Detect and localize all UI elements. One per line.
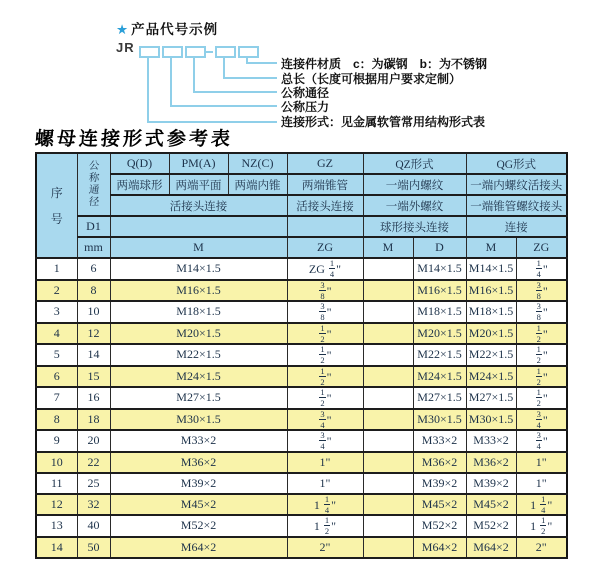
cell-m: M33×2: [110, 430, 287, 452]
header-seq: 序 号: [36, 153, 77, 258]
fraction: $\frac{3}{8}$: [536, 279, 541, 301]
cell-dn: 10: [77, 301, 110, 323]
product-code-prefix: JR: [116, 40, 135, 55]
table-title: 螺母连接形式参考表: [34, 128, 234, 150]
cell-dn: 22: [77, 452, 110, 473]
table-row: [36, 323, 567, 345]
header-desc-gz: 两端锥管: [287, 174, 363, 195]
code-label-material: 连接件材质 c：为碳钢 b：为不锈钢: [281, 57, 488, 71]
cell-seq: 3: [36, 301, 77, 323]
code-box-nominal-pressure: [162, 46, 183, 58]
table-row: [36, 409, 567, 431]
cell-gz-zg: 2": [287, 537, 363, 558]
cell-qg-m: M16×1.5: [466, 280, 516, 302]
cell-m: M39×2: [110, 473, 287, 494]
leader-line: [147, 56, 149, 123]
cell-qg-zg: $\frac{3}{8}$ ": [516, 301, 567, 323]
table-row: [36, 494, 567, 516]
fraction: $\frac{1}{2}$: [324, 515, 330, 536]
cell-gz-zg: $\frac{1}{2}$ ": [287, 323, 363, 345]
cell-qg-m: M30×1.5: [466, 409, 516, 431]
cell-qz-m: [363, 366, 413, 388]
cell-qg-zg: 1": [516, 473, 567, 494]
code-box-connection-form: [139, 46, 160, 58]
leader-line: [147, 121, 277, 123]
cell-qz-d: M39×2: [413, 473, 466, 494]
leader-line: [170, 56, 172, 107]
cell-dn: 6: [77, 258, 110, 280]
header-group-gz: GZ: [287, 153, 363, 174]
fraction: $\frac{1}{2}$: [536, 365, 541, 387]
cell-qz-d: M24×1.5: [413, 366, 466, 388]
header-union-connection: 活接头连接: [110, 195, 287, 216]
cell-qz-d: M52×2: [413, 515, 466, 537]
cell-qz-m: [363, 430, 413, 452]
star-icon: ★: [116, 22, 130, 37]
cell-qz-m: [363, 280, 413, 302]
header-desc-pma: 两端平面: [169, 174, 228, 195]
header-qz-connection: 球形接头连接: [363, 216, 466, 237]
cell-seq: 13: [36, 515, 77, 537]
cell-qz-d: M18×1.5: [413, 301, 466, 323]
cell-m: M18×1.5: [110, 301, 287, 323]
fraction: $\frac{3}{8}$: [320, 279, 325, 301]
cell-m: M45×2: [110, 494, 287, 516]
cell-qg-zg: $\frac{1}{2}$ ": [516, 366, 567, 388]
fraction: $\frac{1}{2}$: [320, 344, 325, 365]
cell-qg-m: M64×2: [466, 537, 516, 558]
header-qz-m: M: [363, 237, 413, 258]
cell-qg-m: M20×1.5: [466, 323, 516, 345]
cell-qz-m: [363, 473, 413, 494]
cell-dn: 20: [77, 430, 110, 452]
cell-seq: 5: [36, 344, 77, 366]
fraction: $\frac{1}{4}$: [536, 258, 541, 279]
leader-line: [246, 62, 277, 64]
table-row: [36, 344, 567, 366]
cell-qg-zg: $\frac{3}{8}$ ": [516, 280, 567, 302]
cell-m: M20×1.5: [110, 323, 287, 345]
cell-qg-m: M36×2: [466, 452, 516, 473]
cell-qg-zg: $\frac{1}{2}$ ": [516, 323, 567, 345]
cell-qg-zg: 2": [516, 537, 567, 558]
cell-dn: 18: [77, 409, 110, 431]
cell-dn: 8: [77, 280, 110, 302]
cell-dn: 15: [77, 366, 110, 388]
cell-dn: 40: [77, 515, 110, 537]
cell-m: M30×1.5: [110, 409, 287, 431]
header-desc-qz: 一端内螺纹: [363, 174, 466, 195]
cell-m: M52×2: [110, 515, 287, 537]
cell-gz-zg: 1": [287, 473, 363, 494]
cell-qg-m: M33×2: [466, 430, 516, 452]
cell-qg-m: M27×1.5: [466, 387, 516, 409]
cell-qg-m: M22×1.5: [466, 344, 516, 366]
header-qg-zg: ZG: [516, 237, 567, 258]
table-row: [36, 473, 567, 494]
cell-m: M64×2: [110, 537, 287, 558]
cell-dn: 32: [77, 494, 110, 516]
code-dash: [205, 51, 213, 53]
cell-qg-m: M18×1.5: [466, 301, 516, 323]
fraction: $\frac{1}{2}$: [320, 365, 325, 387]
cell-seq: 12: [36, 494, 77, 516]
cell-qg-zg: 1": [516, 452, 567, 473]
table-row: [36, 258, 567, 280]
fraction: $\frac{3}{4}$: [536, 430, 541, 451]
cell-qg-m: M14×1.5: [466, 258, 516, 280]
cell-qz-d: M64×2: [413, 537, 466, 558]
cell-qg-zg: 1 $\frac{1}{2}$ ": [516, 515, 567, 537]
cell-qz-d: M27×1.5: [413, 387, 466, 409]
cell-qz-m: [363, 409, 413, 431]
header-gz-connection: 活接头连接: [287, 195, 363, 216]
cell-seq: 14: [36, 537, 77, 558]
header-empty-m-span: [110, 216, 287, 237]
cell-qz-d: M33×2: [413, 430, 466, 452]
fraction: $\frac{1}{2}$: [536, 322, 541, 344]
cell-qg-zg: $\frac{1}{2}$ ": [516, 344, 567, 366]
cell-gz-zg: 1 $\frac{1}{4}$ ": [287, 494, 363, 516]
table-row: [36, 366, 567, 388]
header-desc-nzc: 两端内锥: [228, 174, 287, 195]
cell-seq: 6: [36, 366, 77, 388]
table-row: [36, 387, 567, 409]
header-group-qd: Q(D): [110, 153, 169, 174]
header-nominal-diameter: 公 称 通 径: [77, 153, 110, 216]
code-box-material: [238, 46, 259, 58]
code-box-nominal-diameter: [185, 46, 206, 58]
cell-gz-zg: $\frac{3}{8}$ ": [287, 301, 363, 323]
cell-dn: 25: [77, 473, 110, 494]
fraction: $\frac{1}{2}$: [536, 387, 541, 408]
cell-gz-zg: $\frac{1}{2}$ ": [287, 366, 363, 388]
cell-gz-zg: $\frac{1}{2}$ ": [287, 387, 363, 409]
code-box-total-length: [215, 46, 236, 58]
cell-dn: 16: [77, 387, 110, 409]
cell-qz-d: M30×1.5: [413, 409, 466, 431]
leader-line: [193, 56, 195, 93]
fraction: $\frac{1}{2}$: [320, 322, 325, 344]
fraction: $\frac{1}{4}$: [329, 258, 335, 279]
cell-m: M27×1.5: [110, 387, 287, 409]
header-desc-qd: 两端球形: [110, 174, 169, 195]
header-group-pma: PM(A): [169, 153, 228, 174]
cell-qz-d: M22×1.5: [413, 344, 466, 366]
cell-seq: 1: [36, 258, 77, 280]
cell-qg-zg: $\frac{3}{4}$ ": [516, 430, 567, 452]
fraction: $\frac{3}{8}$: [320, 301, 325, 322]
cell-m: M14×1.5: [110, 258, 287, 280]
cell-seq: 10: [36, 452, 77, 473]
cell-qz-m: [363, 258, 413, 280]
cell-qg-zg: $\frac{3}{4}$ ": [516, 409, 567, 431]
cell-qz-m: [363, 452, 413, 473]
fraction: $\frac{3}{4}$: [536, 408, 541, 430]
cell-qz-d: M45×2: [413, 494, 466, 516]
cell-dn: 12: [77, 323, 110, 345]
cell-qz-m: [363, 301, 413, 323]
cell-qg-m: M39×2: [466, 473, 516, 494]
cell-qg-zg: 1 $\frac{1}{4}$ ": [516, 494, 567, 516]
cell-seq: 9: [36, 430, 77, 452]
cell-qz-m: [363, 387, 413, 409]
cell-gz-zg: $\frac{3}{4}$ ": [287, 409, 363, 431]
cell-qz-d: M16×1.5: [413, 280, 466, 302]
header-qg-m: M: [466, 237, 516, 258]
cell-gz-zg: $\frac{3}{8}$ ": [287, 280, 363, 302]
cell-qz-d: M20×1.5: [413, 323, 466, 345]
header-zg: ZG: [287, 237, 363, 258]
cell-seq: 2: [36, 280, 77, 302]
table-row: [36, 537, 567, 558]
cell-gz-zg: 1 $\frac{1}{2}$ ": [287, 515, 363, 537]
cell-qg-m: M45×2: [466, 494, 516, 516]
cell-dn: 50: [77, 537, 110, 558]
fraction: $\frac{1}{2}$: [541, 515, 546, 536]
header-m: M: [110, 237, 287, 258]
table-row: [36, 301, 567, 323]
header-group-qg: QG形式: [466, 153, 567, 174]
table-row: [36, 430, 567, 452]
header-desc-qg: 一端内螺纹活接头: [466, 174, 567, 195]
header-group-qz: QZ形式: [363, 153, 466, 174]
cell-qz-m: [363, 537, 413, 558]
cell-m: M24×1.5: [110, 366, 287, 388]
cell-seq: 4: [36, 323, 77, 345]
cell-gz-zg: ZG $\frac{1}{4}$ ": [287, 258, 363, 280]
cell-qz-m: [363, 494, 413, 516]
fraction: $\frac{1}{4}$: [541, 493, 546, 515]
cell-m: M36×2: [110, 452, 287, 473]
diagram-title: [116, 18, 218, 38]
code-label-nominal-diameter: 公称通径: [281, 86, 330, 100]
fraction: $\frac{3}{4}$: [320, 408, 325, 430]
cell-gz-zg: $\frac{1}{2}$ ": [287, 344, 363, 366]
fraction: $\frac{3}{4}$: [320, 430, 325, 451]
header-empty-gz: [287, 216, 363, 237]
header-qz-d: D: [413, 237, 466, 258]
table-row: [36, 515, 567, 537]
header-qg-desc2: 一端锥管螺纹接头: [466, 195, 567, 216]
cell-seq: 11: [36, 473, 77, 494]
leader-line: [193, 91, 277, 93]
cell-gz-zg: $\frac{3}{4}$ ": [287, 430, 363, 452]
header-mm: mm: [77, 237, 110, 258]
cell-gz-zg: 1": [287, 452, 363, 473]
code-label-connection-form: 连接形式：见金属软管常用结构形式表: [281, 115, 486, 129]
cell-qz-m: [363, 344, 413, 366]
cell-dn: 14: [77, 344, 110, 366]
diagram-title-text: 产品代号示例: [131, 22, 219, 37]
cell-m: M22×1.5: [110, 344, 287, 366]
cell-qg-zg: $\frac{1}{2}$ ": [516, 387, 567, 409]
cell-seq: 8: [36, 409, 77, 431]
cell-qg-m: M52×2: [466, 515, 516, 537]
cell-qg-m: M24×1.5: [466, 366, 516, 388]
cell-m: M16×1.5: [110, 280, 287, 302]
fraction: $\frac{1}{2}$: [320, 387, 325, 408]
nut-connection-reference-table: [35, 152, 568, 559]
code-label-nominal-pressure: 公称压力: [281, 100, 330, 114]
fraction: $\frac{1}{4}$: [324, 493, 330, 515]
leader-line: [223, 56, 225, 79]
cell-qg-zg: $\frac{1}{4}$ ": [516, 258, 567, 280]
fraction: $\frac{3}{8}$: [536, 301, 541, 322]
table-row: [36, 280, 567, 302]
cell-qz-m: [363, 515, 413, 537]
header-qz-desc2: 一端外螺纹: [363, 195, 466, 216]
header-qg-connection: 连接: [466, 216, 567, 237]
cell-qz-m: [363, 323, 413, 345]
cell-seq: 7: [36, 387, 77, 409]
header-group-nzc: NZ(C): [228, 153, 287, 174]
header-d1: D1: [77, 216, 110, 237]
leader-line: [170, 105, 277, 107]
cell-qz-d: M36×2: [413, 452, 466, 473]
code-label-total-length: 总长（长度可根据用户要求定制）: [281, 72, 462, 86]
cell-qz-d: M14×1.5: [413, 258, 466, 280]
leader-line: [223, 77, 277, 79]
fraction: $\frac{1}{2}$: [536, 344, 541, 365]
table-row: [36, 452, 567, 473]
